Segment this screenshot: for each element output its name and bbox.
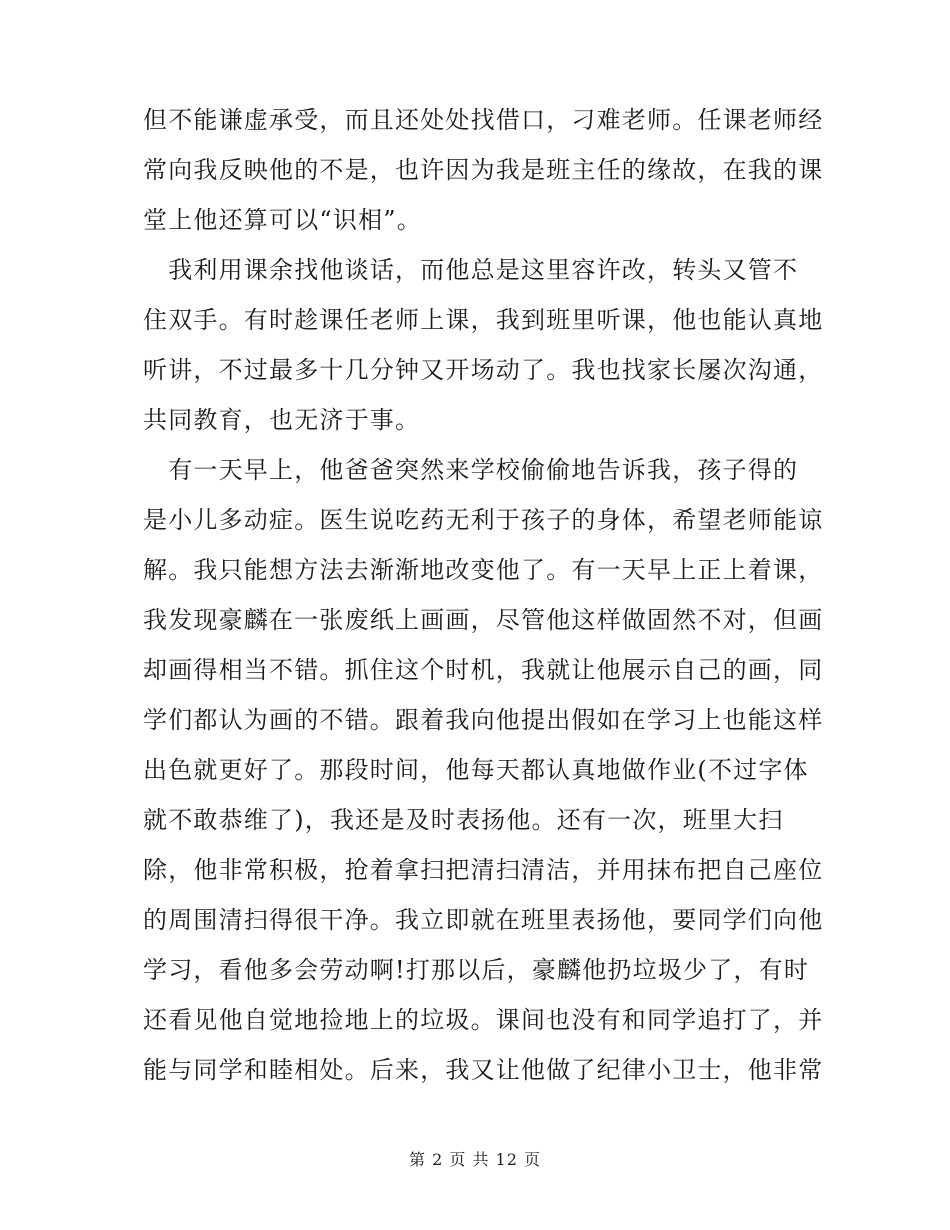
text-line: 常向我反映他的不是，也许因为我是班主任的缘故，在我的课 [143,156,824,184]
text-line: 学习，看他多会劳动啊!打那以后，豪麟他扔垃圾少了，有时 [143,956,810,984]
text-line: 住双手。有时趁课任老师上课，我到班里听课，他也能认真地 [143,306,824,334]
text-line: 但不能谦虚承受，而且还处处找借口，刁难老师。任课老师经 [143,106,824,134]
text-line: 就不敢恭维了)，我还是及时表扬他。还有一次，班里大扫 [143,806,784,834]
text-line: 却画得相当不错。抓住这个时机，我就让他展示自己的画，同 [143,656,824,684]
text-line: 除，他非常积极，抢着拿扫把清扫清洁，并用抹布把自己座位 [143,856,824,884]
text-line: 我利用课余找他谈话，而他总是这里容许改，转头又管不 [143,256,799,284]
text-line: 能与同学和睦相处。后来，我又让他做了纪律小卫士，他非常 [143,1056,824,1084]
text-line: 堂上他还算可以“识相”。 [143,206,422,234]
text-line: 出色就更好了。那段时间，他每天都认真地做作业(不过字体 [143,756,809,784]
text-line: 听讲，不过最多十几分钟又开场动了。我也找家长屡次沟通， [143,356,824,384]
text-line: 我发现豪麟在一张废纸上画画，尽管他这样做固然不对，但画 [143,606,824,634]
text-line: 学们都认为画的不错。跟着我向他提出假如在学习上也能这样 [143,706,824,734]
text-line: 有一天早上，他爸爸突然来学校偷偷地告诉我，孩子得的 [143,456,799,484]
text-line: 是小儿多动症。医生说吃药无利于孩子的身体，希望老师能谅 [143,506,824,534]
text-line: 的周围清扫得很干净。我立即就在班里表扬他，要同学们向他 [143,906,824,934]
text-line: 解。我只能想方法去渐渐地改变他了。有一天早上正上着课， [143,556,824,584]
text-line: 还看见他自觉地捡地上的垃圾。课间也没有和同学追打了，并 [143,1006,824,1034]
text-line: 共同教育，也无济于事。 [143,406,421,434]
page-number-footer: 第 2 页 共 12 页 [409,1150,541,1169]
